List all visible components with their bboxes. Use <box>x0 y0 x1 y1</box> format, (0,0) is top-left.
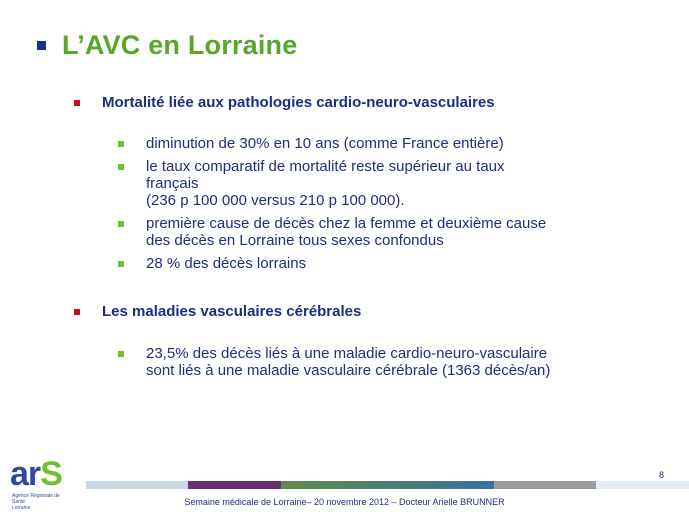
item-bullet-icon <box>118 164 124 170</box>
footer-color-bar <box>86 481 689 489</box>
section-heading: Les maladies vasculaires cérébrales <box>102 303 362 320</box>
list-item: 28 % des décès lorrains <box>118 255 626 272</box>
item-bullet-icon <box>118 141 124 147</box>
slide-title-row <box>37 30 297 61</box>
section-maladies-items <box>118 345 626 385</box>
section-heading: Mortalité liée aux pathologies cardio-neuro-vasculaires <box>102 94 495 111</box>
list-item: 23,5% des décès liés à une maladie cardio-neuro-vasculaire sont liés à une maladie vasculaire cérébrale (1363 décès/an) <box>118 345 626 379</box>
section-mortalite <box>74 94 495 112</box>
ars-logo: arS Agence Régionale de Santé Lorraine <box>10 455 82 510</box>
section-mortalite-items <box>118 135 626 278</box>
title-bullet-icon <box>37 41 46 50</box>
item-bullet-icon <box>118 351 124 357</box>
logo-subtitle: Agence Régionale de Santé Lorraine <box>12 493 60 511</box>
list-item: première cause de décès chez la femme et deuxième cause des décès en Lorraine tous sexes confondus <box>118 215 626 249</box>
list-item: diminution de 30% en 10 ans (comme France entière) <box>118 135 626 152</box>
slide-title: L’AVC en Lorraine <box>62 30 298 60</box>
page-number: 8 <box>658 470 664 480</box>
section-bullet-icon <box>74 309 80 315</box>
footer-text: Semaine médicale de Lorraine– 20 novembre 2012 – Docteur Arielle BRUNNER <box>184 497 505 507</box>
item-bullet-icon <box>118 221 124 227</box>
list-item: le taux comparatif de mortalité reste supérieur au taux français (236 p 100 000 versus 210 p 100 000). <box>118 158 626 209</box>
section-maladies-vasculaires <box>74 303 361 321</box>
item-bullet-icon <box>118 261 124 267</box>
section-bullet-icon <box>74 100 80 106</box>
